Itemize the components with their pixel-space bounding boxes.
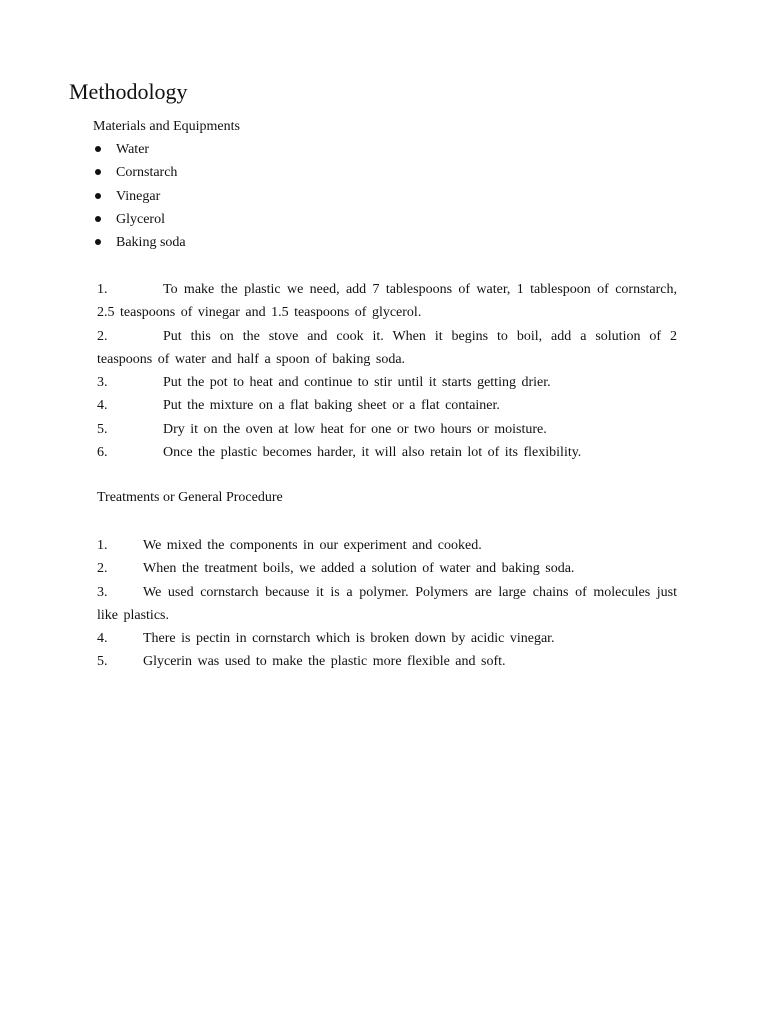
step-number: 1. [97,538,108,553]
bullet-icon [95,239,101,245]
treatment-item [97,581,677,628]
list-item [93,233,186,256]
bullet-icon [95,193,101,199]
step-number: 2. [97,561,108,577]
treatment-item [97,650,677,673]
treatment-item [97,534,677,557]
list-item [93,187,186,210]
page-title: Methodology [69,79,188,104]
material-label: Baking soda [116,235,186,251]
bullet-icon [95,216,101,222]
step-text: There is pectin in cornstarch which is broken down by acidic vinegar. [143,631,555,647]
materials-list [93,140,186,256]
step-item [97,418,677,441]
materials-heading: Materials and Equipments [93,119,240,134]
step-text: Glycerin was used to make the plastic more flexible and soft. [143,654,506,670]
material-label: Vinegar [116,188,161,204]
step-text: When the treatment boils, we added a solution of water and baking soda. [143,561,575,577]
step-text: To make the plastic we need, add 7 tablespoons of water, 1 tablespoon of cornstarch, 2.5 teaspoons of vinegar and 1.5 teaspoons of glycerol. [97,282,677,321]
material-label: Cornstarch [116,165,178,181]
step-number: 4. [97,398,108,414]
step-number: 2. [97,328,108,344]
step-item [97,371,677,394]
treatment-item [97,557,677,580]
bullet-icon [95,146,101,152]
list-item [93,140,186,163]
procedure-steps [97,278,677,464]
material-label: Glycerol [116,211,165,227]
step-text: Put the pot to heat and continue to stir until it starts getting drier. [163,375,551,391]
step-item [97,325,677,372]
step-text: We mixed the components in our experiment and cooked. [143,538,482,553]
step-text: Put the mixture on a flat baking sheet or a flat container. [163,398,500,414]
step-text: We used cornstarch because it is a polymer. Polymers are large chains of molecules just like plastics. [97,584,677,623]
list-item [93,210,186,233]
material-label: Water [116,142,150,157]
step-item [97,441,677,464]
treatment-steps [97,534,677,674]
step-number: 4. [97,631,108,647]
step-number: 5. [97,421,108,437]
bullet-icon [95,169,101,175]
step-number: 6. [97,445,108,461]
step-item [97,394,677,417]
step-number: 1. [97,282,108,297]
step-text: Dry it on the oven at low heat for one or two hours or moisture. [163,421,547,437]
step-text: Put this on the stove and cook it. When it begins to boil, add a solution of 2 teaspoons of water and half a spoon of baking soda. [97,328,677,367]
step-number: 3. [97,375,108,391]
step-text: Once the plastic becomes harder, it will also retain lot of its flexibility. [163,445,582,461]
treatment-item [97,627,677,650]
treatments-heading: Treatments or General Procedure [97,490,283,505]
list-item [93,163,186,186]
step-item [97,278,677,325]
step-number: 5. [97,654,108,670]
step-number: 3. [97,584,108,600]
